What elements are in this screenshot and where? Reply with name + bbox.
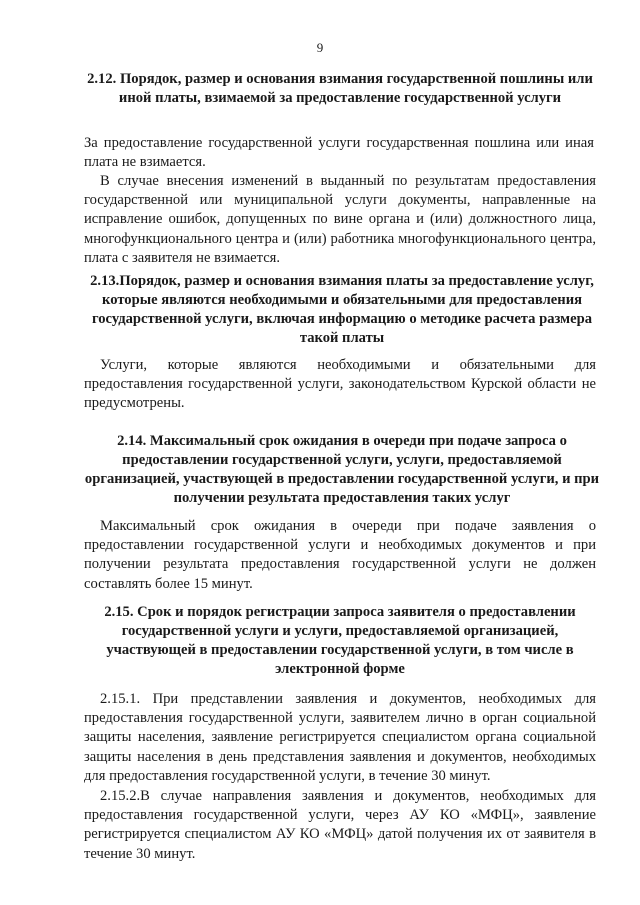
paragraph-2-12-1: За предоставление государственной услуги государственная пошлина или иная плата не взимается.	[84, 135, 594, 171]
paragraph-2-14-1: Максимальный срок ожидания в очереди при подаче заявления о предоставлении государственной услуги и необходимых документов и при получении результата предоставления государственной услуги не должен составлять более 15 минут.	[84, 518, 596, 592]
page-number: 9	[316, 40, 324, 55]
paragraph-2-12-2: В случае внесения изменений в выданный по результатам предоставления государственной или муниципальной услуги документы, направленные на исправление ошибок, допущенных по вине органа и (или) должностного лица, многофункционального центра и (или) работника многофункционального центра, плата с заявителя не взимается.	[84, 173, 596, 266]
paragraph-2-13-1: Услуги, которые являются необходимыми и обязательными для предоставления государственной услуги, законодательством Курской области не предусмотрены.	[84, 357, 596, 412]
section-heading-2-12: 2.12. Порядок, размер и основания взимания государственной пошлины или иной платы, взимаемой за предоставление государственной услуги	[87, 71, 593, 106]
section-heading-2-13: 2.13.Порядок, размер и основания взимания платы за предоставление услуг, которые являются необходимыми и обязательными для предоставления государственной услуги, включая информацию о методике расчета размера такой платы	[90, 273, 594, 346]
paragraph-2-15-1: 2.15.1. При представлении заявления и документов, необходимых для предоставления государственной услуги, заявителем лично в орган социальной защиты населения, заявление регистрируется специалистом органа социальной защиты населения в день представления заявления и документов, необходимых для предоставления государственной услуги, в течение 30 минут.	[84, 691, 596, 784]
section-heading-2-15: 2.15. Срок и порядок регистрации запроса заявителя о предоставлении государственной услуги и услуги, предоставляемой организацией, участвующей в предоставлении государственной услуги, в том числе в электронной форме	[104, 604, 576, 677]
section-heading-2-14: 2.14. Максимальный срок ожидания в очереди при подаче запроса о предоставлении государственной услуги, услуги, предоставляемой организацией, участвующей в предоставлении государственной услуги, и при получении результата предоставления таких услуг	[84, 433, 600, 506]
paragraph-2-15-2: 2.15.2.В случае направления заявления и документов, необходимых для предоставления государственной услуги, через АУ КО «МФЦ», заявление регистрируется специалистом АУ КО «МФЦ» датой получения их от заявителя в течение 30 минут.	[84, 788, 596, 862]
